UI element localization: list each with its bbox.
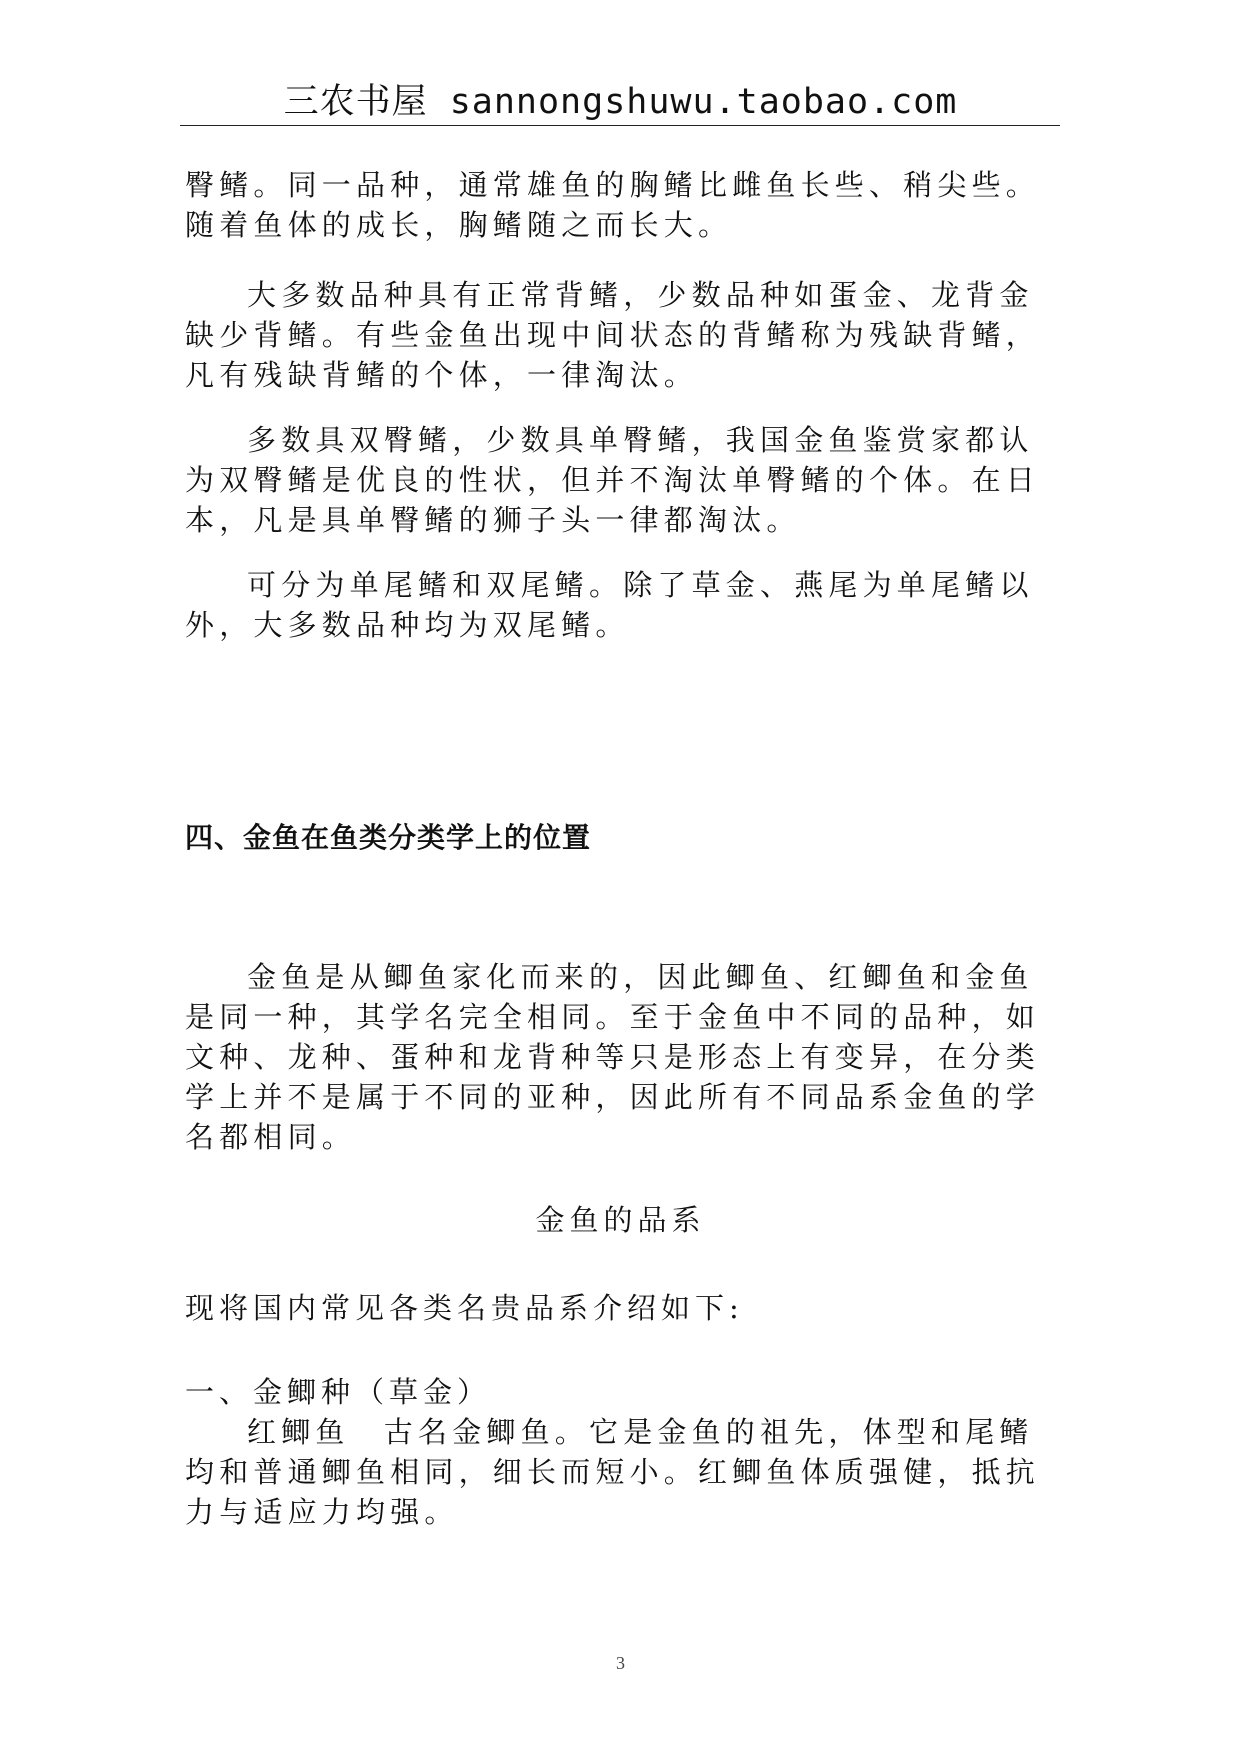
paragraph-anal-fin: 多数具双臀鳍，少数具单臀鳍，我国金鱼鉴赏家都认为双臀鳍是优良的性状，但并不淘汰单臀鳍的个体。在日本，凡是具单臀鳍的狮子头一律都淘汰。 <box>185 423 1041 537</box>
intro-line: 现将国内常见各类名贵品系介绍如下: <box>185 1291 744 1325</box>
subsection-heading-goldfish-crucian: 一、金鲫种（草金） <box>185 1375 492 1409</box>
section-heading-classification: 四、金鱼在鱼类分类学上的位置 <box>185 821 592 854</box>
page-number: 3 <box>616 1653 625 1673</box>
paragraph-classification: 金鱼是从鲫鱼家化而来的，因此鲫鱼、红鲫鱼和金鱼是同一种，其学名完全相同。至于金鱼中不同的品种，如文种、龙种、蛋种和龙背种等只是形态上有变异，在分类学上并不是属于不同的亚种，因此所有不同品系金鱼的学名都相同。 <box>185 960 1041 1154</box>
header-divider <box>180 125 1060 126</box>
paragraph-fins-pectoral: 臀鳍。同一品种，通常雄鱼的胸鳍比雌鱼长些、稍尖些。随着鱼体的成长，胸鳍随之而长大。 <box>185 168 1041 242</box>
paragraph-red-crucian: 红鲫鱼 古名金鲫鱼。它是金鱼的祖先，体型和尾鳍均和普通鲫鱼相同，细长而短小。红鲫鱼体质强健，抵抗力与适应力均强。 <box>185 1415 1041 1529</box>
page-header-title: 三农书屋 sannongshuwu.taobao.com <box>283 82 958 122</box>
centered-title-varieties: 金鱼的品系 <box>535 1203 706 1237</box>
paragraph-tail-fin: 可分为单尾鳍和双尾鳍。除了草金、燕尾为单尾鳍以外，大多数品种均为双尾鳍。 <box>185 568 1034 642</box>
paragraph-dorsal-fin: 大多数品种具有正常背鳍，少数品种如蛋金、龙背金缺少背鳍。有些金鱼出现中间状态的背鳍称为残缺背鳍，凡有残缺背鳍的个体，一律淘汰。 <box>185 278 1041 392</box>
